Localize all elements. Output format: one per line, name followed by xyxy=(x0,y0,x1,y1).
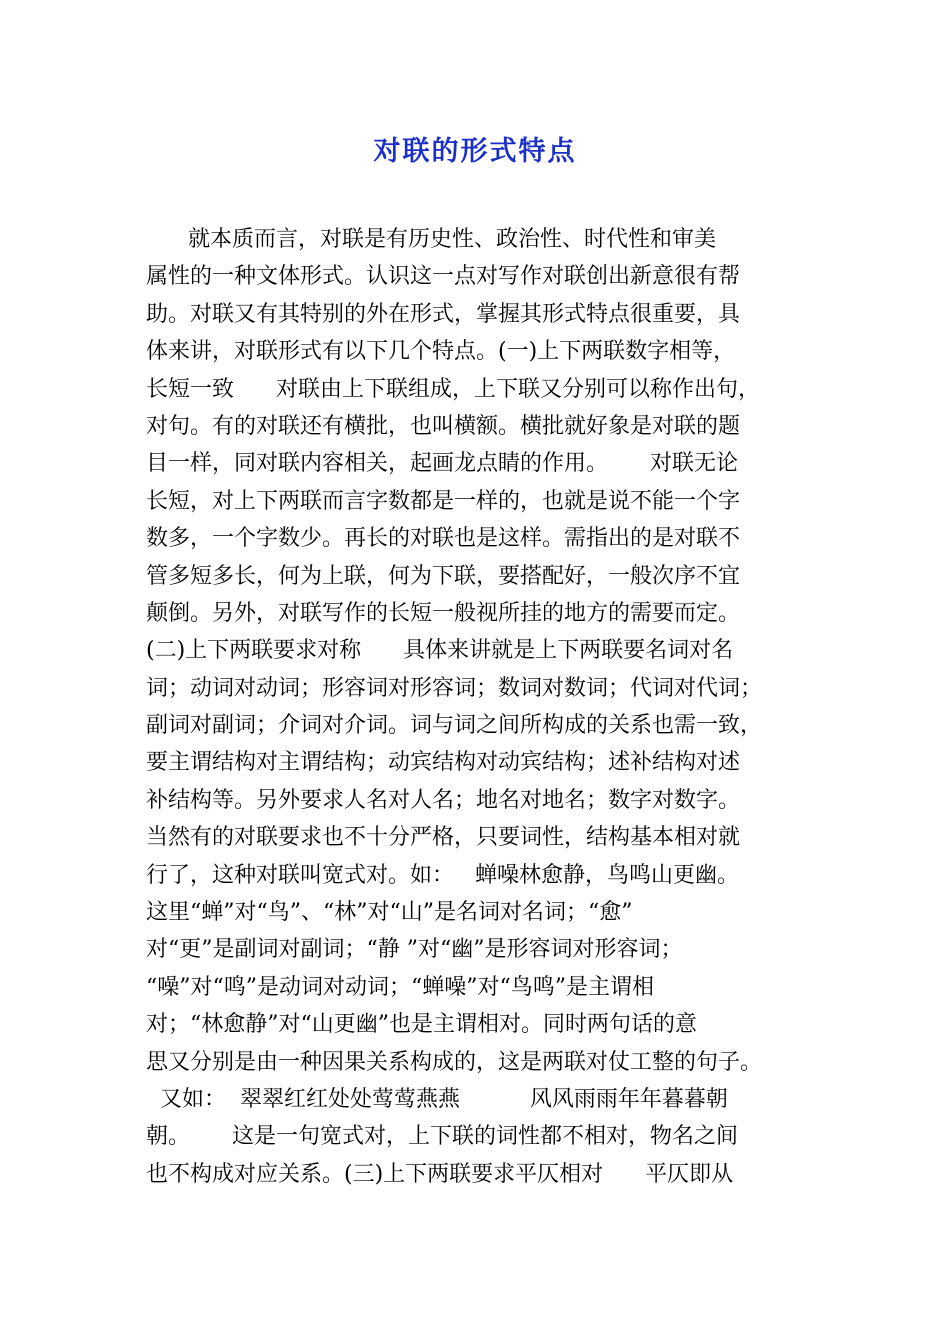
body-text-line: 当然有的对联要求也不十分严格，只要词性，结构基本相对就 xyxy=(146,825,741,851)
body-text-line: 长短，对上下两联而言字数都是一样的，也就是说不能一个字 xyxy=(146,488,741,514)
body-text-line: 思又分别是由一种因果关系构成的，这是两联对仗工整的句子。 xyxy=(146,1049,763,1075)
body-text-line: 副词对副词；介词对介词。词与词之间所构成的关系也需一致， xyxy=(146,713,763,739)
body-text-line: 也不构成对应关系。(三)上下两联要求平仄相对 平仄即从 xyxy=(146,1161,734,1187)
document-body xyxy=(146,221,806,1193)
body-text-line: 管多短多长，何为上联，何为下联，要搭配好，一般次序不宜 xyxy=(146,563,741,589)
body-text-line: 对；“林愈静”对“山更幽”也是主谓相对。同时两句话的意 xyxy=(146,1012,697,1038)
body-text-line: 这里“蝉”对“鸟”、“林”对“山”是名词对名词；“愈” xyxy=(146,900,633,926)
body-text-line: 长短一致 对联由上下联组成，上下联又分别可以称作出句， xyxy=(146,376,760,402)
body-text-line: 颠倒。另外，对联写作的长短一般视所挂的地方的需要而定。 xyxy=(146,600,741,626)
body-text-line: 体来讲，对联形式有以下几个特点。(一)上下两联数字相等， xyxy=(146,339,736,365)
body-text-line: 助。对联又有其特别的外在形式，掌握其形式特点很重要，具 xyxy=(146,301,741,327)
body-text-line: 又如： 翠翠红红处处莺莺燕燕 风风雨雨年年暮暮朝 xyxy=(146,1086,728,1112)
body-text-line: (二)上下两联要求对称 具体来讲就是上下两联要名词对名 xyxy=(146,638,734,664)
body-text-line: 对句。有的对联还有横批，也叫横额。横批就好象是对联的题 xyxy=(146,413,741,439)
body-text-line: 要主谓结构对主谓结构；动宾结构对动宾结构；述补结构对述 xyxy=(146,750,741,776)
body-text-line: 目一样，同对联内容相关，起画龙点睛的作用。 对联无论 xyxy=(146,451,738,477)
body-text-line: 行了，这种对联叫宽式对。如： 蝉噪林愈静，鸟鸣山更幽。 xyxy=(146,862,739,888)
body-text-line: 补结构等。另外要求人名对人名；地名对地名；数字对数字。 xyxy=(146,787,741,813)
body-text-line: 词；动词对动词；形容词对形容词；数词对数词；代词对代词； xyxy=(146,675,763,701)
body-text-line: 对“更”是副词对副词；“静 ”对“幽”是形容词对形容词； xyxy=(146,937,683,963)
body-text-line: 属性的一种文体形式。认识这一点对写作对联创出新意很有帮 xyxy=(146,264,741,290)
body-text-line: 数多，一个字数少。再长的对联也是这样。需指出的是对联不 xyxy=(146,526,741,552)
body-text-line: 就本质而言，对联是有历史性、政治性、时代性和审美 xyxy=(146,227,716,252)
body-text-line: 朝。 这是一句宽式对，上下联的词性都不相对，物名之间 xyxy=(146,1124,738,1150)
body-text-line: “噪”对“鸣”是动词对动词；“蝉噪”对“鸟鸣”是主谓相 xyxy=(146,974,654,1000)
document-title: 对联的形式特点 xyxy=(373,136,577,167)
